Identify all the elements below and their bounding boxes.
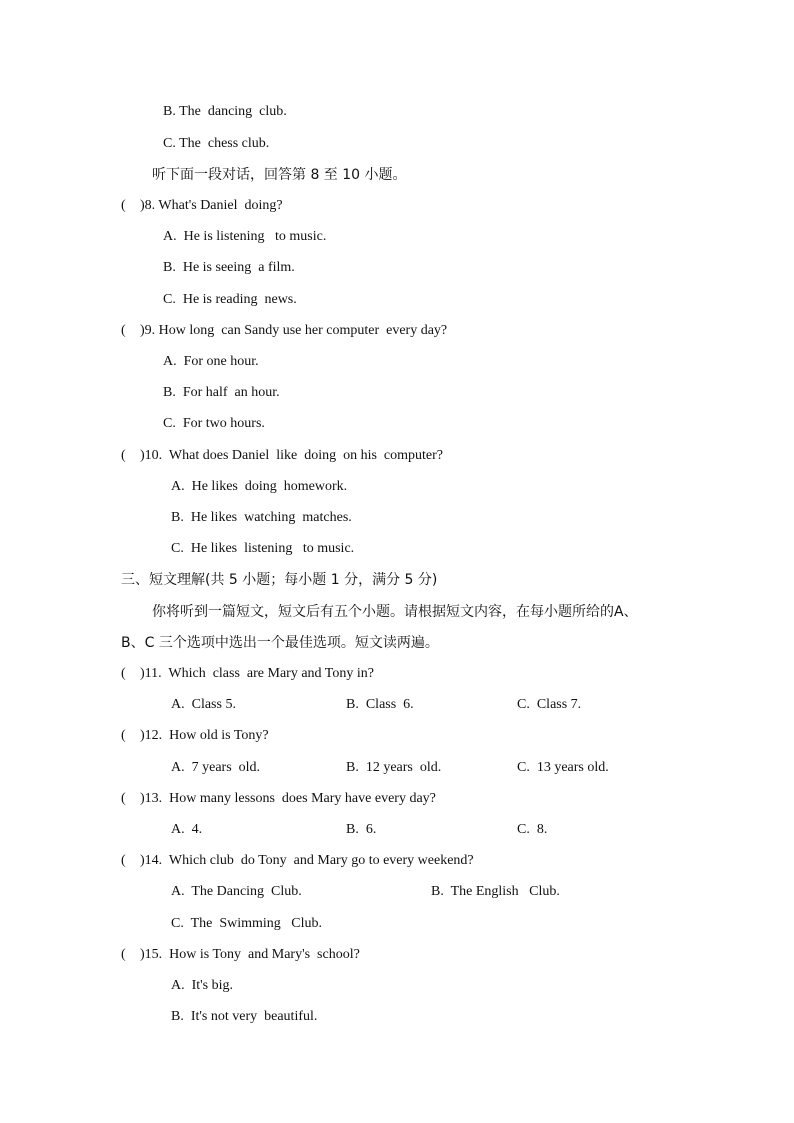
- q15-option-b: B. It's not very beautiful.: [171, 1009, 318, 1024]
- q14-answer-paren: (: [121, 853, 126, 868]
- q14-option-a: A. The Dancing Club.: [171, 884, 302, 899]
- dialogue-instruction: 听下面一段对话，回答第 8 至 10 小题。: [152, 167, 407, 183]
- q8-stem: )8. What's Daniel doing?: [140, 198, 283, 213]
- q9-option-c: C. For two hours.: [163, 416, 265, 431]
- q10-option-c: C. He likes listening to music.: [171, 541, 355, 556]
- q15-answer-paren: (: [121, 947, 126, 962]
- q8-option-a: A. He is listening to music.: [163, 229, 327, 244]
- section3-heading: 三、短文理解(共 5 小题；每小题 1 分，满分 5 分): [121, 572, 438, 588]
- q14-stem: )14. Which club do Tony and Mary go to every weekend?: [140, 853, 474, 868]
- q13-stem: )13. How many lessons does Mary have every day?: [140, 791, 436, 806]
- q10-answer-paren: (: [121, 448, 126, 463]
- q13-option-a: A. 4.: [171, 822, 203, 837]
- q13-option-c: C. 8.: [517, 822, 548, 837]
- q8-option-c: C. He is reading news.: [163, 292, 297, 307]
- q12-option-a: A. 7 years old.: [171, 760, 261, 775]
- q15-option-a: A. It's big.: [171, 978, 234, 993]
- q12-option-c: C. 13 years old.: [517, 760, 609, 775]
- q14-option-b: B. The English Club.: [431, 884, 560, 899]
- q12-option-b: B. 12 years old.: [346, 760, 442, 775]
- q9-answer-paren: (: [121, 323, 126, 338]
- q8-option-b: B. He is seeing a film.: [163, 260, 295, 275]
- q11-answer-paren: (: [121, 666, 126, 681]
- q10-option-b: B. He likes watching matches.: [171, 510, 352, 525]
- q14-option-c: C. The Swimming Club.: [171, 916, 323, 931]
- q8-answer-paren: (: [121, 198, 126, 213]
- q11-option-b: B. Class 6.: [346, 697, 414, 712]
- q11-option-a: A. Class 5.: [171, 697, 236, 712]
- section3-instruction-line2: B、C 三个选项中选出一个最佳选项。短文读两遍。: [121, 635, 439, 651]
- q12-answer-paren: (: [121, 728, 126, 743]
- q9-option-a: A. For one hour.: [163, 354, 259, 369]
- q13-option-b: B. 6.: [346, 822, 377, 837]
- q11-option-c: C. Class 7.: [517, 697, 582, 712]
- q11-stem: )11. Which class are Mary and Tony in?: [140, 666, 374, 681]
- q13-answer-paren: (: [121, 791, 126, 806]
- section3-instruction-line1: 你将听到一篇短文，短文后有五个小题。请根据短文内容，在每小题所给的A、: [152, 604, 638, 620]
- q10-option-a: A. He likes doing homework.: [171, 479, 348, 494]
- q12-stem: )12. How old is Tony?: [140, 728, 269, 743]
- q9-option-b: B. For half an hour.: [163, 385, 280, 400]
- q7-option-b: B. The dancing club.: [163, 104, 287, 119]
- q7-option-c: C. The chess club.: [163, 136, 270, 151]
- q9-stem: )9. How long can Sandy use her computer every day?: [140, 323, 448, 338]
- q15-stem: )15. How is Tony and Mary's school?: [140, 947, 360, 962]
- q10-stem: )10. What does Daniel like doing on his computer?: [140, 448, 444, 463]
